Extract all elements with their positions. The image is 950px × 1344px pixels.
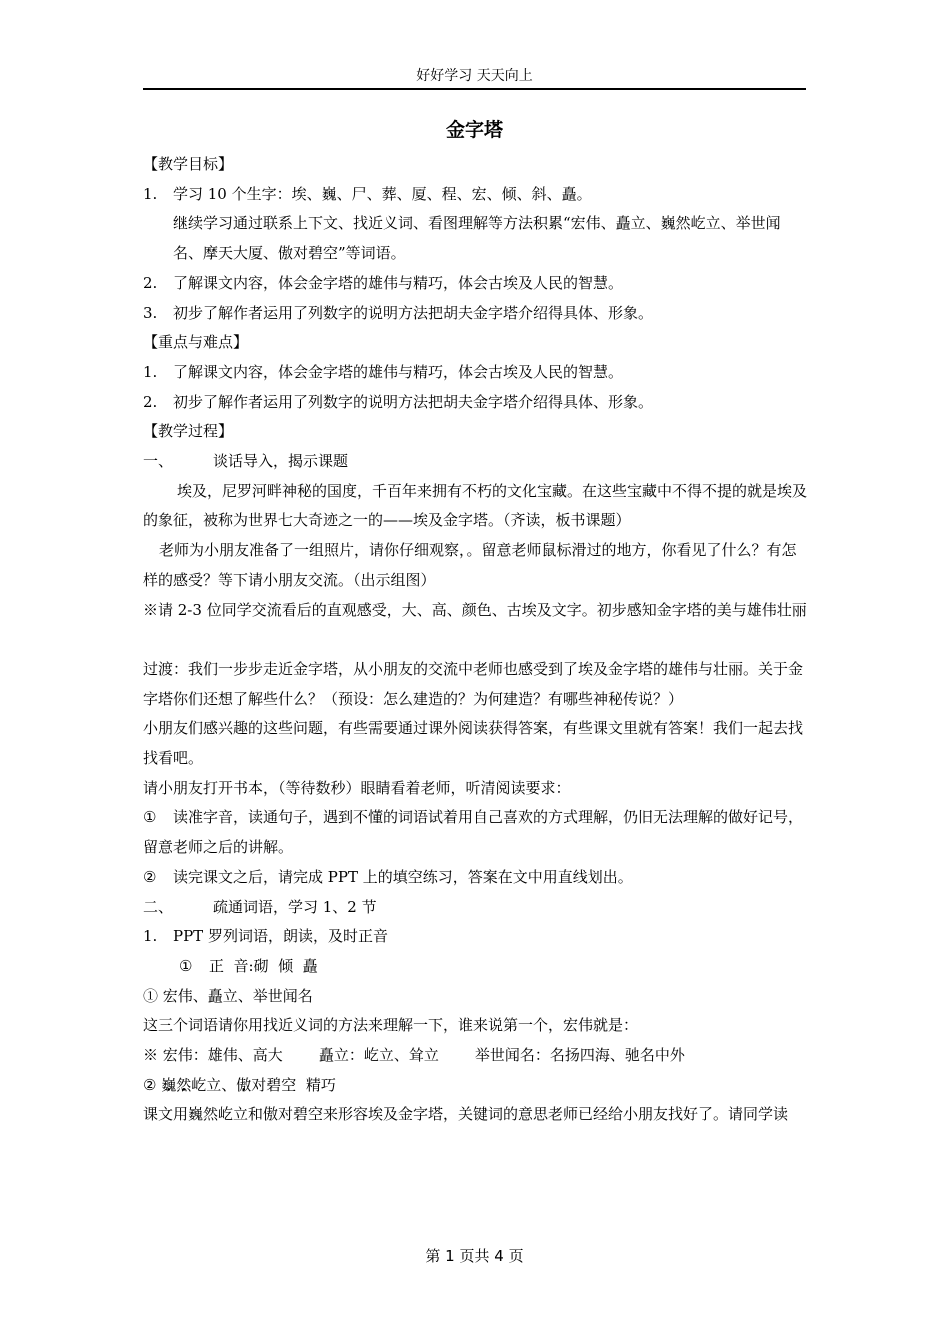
page-footer: 第 1 页共 4 页: [425, 1247, 524, 1265]
synonym-1: 宏伟：雄伟、高大: [162, 1046, 283, 1065]
goal-item-3: [143, 299, 808, 329]
list-text: 初步了解作者运用了列数字的说明方法把胡夫金字塔介绍得具体、形象。: [173, 392, 654, 411]
list-text: 读完课文之后，请完成 PPT 上的填空练习，答案在文中用直线划出。: [173, 867, 633, 886]
list-number: ①: [179, 956, 193, 975]
paragraph-key-words: 课文用巍然屹立和傲对碧空来形容埃及金字塔，关键词的意思老师已经给小朋友找好了。请同学读: [143, 1105, 789, 1124]
reading-requirement-2: [143, 863, 808, 893]
step-text: 谈话导入，揭示课题: [213, 452, 349, 471]
pronunciation-line: [143, 952, 808, 982]
step-number: 一、: [143, 452, 174, 471]
key-item-2: [143, 388, 808, 418]
synonym-3: 举世闻名：名扬四海、驰名中外: [474, 1046, 685, 1065]
step-2-heading: [143, 893, 808, 923]
list-text: 了解课文内容，体会金字塔的雄伟与精巧，体会古埃及人民的智慧。: [173, 273, 624, 292]
blank-line: [143, 625, 808, 655]
list-text: 正 音:砌 倾 矗: [209, 956, 318, 975]
section-heading-process: 【教学过程】: [143, 422, 234, 441]
paragraph-open-book: 请小朋友打开书本，（等待数秒）眼睛看着老师，听清阅读要求：: [143, 778, 571, 797]
list-text: 读准字音，读通句子，遇到不懂的词语试着用自己喜欢的方式理解，仍旧无法理解的做好记号，留意老师之后的讲解。: [143, 808, 804, 857]
list-number: 1.: [143, 184, 158, 203]
word-group-1: ① 宏伟、矗立、举世闻名: [143, 986, 313, 1005]
list-number: 1.: [143, 362, 158, 381]
emphasized-char: 然 •: [176, 1071, 191, 1101]
list-text: 学习 10 个生字：埃、巍、尸、葬、厦、程、宏、倾、斜、矗。: [173, 184, 592, 203]
emphasized-char: 巍 •: [161, 1071, 176, 1101]
goal-item-2: [143, 269, 808, 299]
step-1-heading: [143, 447, 808, 477]
paragraph-intro: 埃及，尼罗河畔神秘的国度，千百年来拥有不朽的文化宝藏。在这些宝藏中不得不提的就是埃及的象征，被称为世界七大奇迹之一的——埃及金字塔。（齐读，板书课题）: [143, 481, 808, 530]
goal-item-1-continuation: 继续学习通过联系上下文、找近义词、看图理解等方法积累“宏伟、矗立、巍然屹立、举世闻名、摩天大厦、傲对碧空”等词语。: [173, 214, 781, 263]
word-text: 对碧空 精巧: [251, 1075, 336, 1094]
word-text: 屹立、: [191, 1075, 237, 1094]
step-text: 疏通词语，学习 1、2 节: [213, 897, 377, 916]
goal-item-1: [143, 180, 808, 210]
paragraph-transition: 过渡：我们一步步走近金字塔，从小朋友的交流中老师也感受到了埃及金字塔的雄伟与壮丽。关于金字塔你们还想了解些什么？（预设：怎么建造的？为何建造？有哪些神秘传说？）: [143, 659, 804, 708]
word-group-2: [143, 1071, 808, 1101]
paragraph-questions: 小朋友们感兴趣的这些问题，有些需要通过课外阅读获得答案，有些课文里就有答案！我们一起去找找看吧。: [143, 719, 804, 768]
section-heading-goals: 【教学目标】: [143, 155, 234, 173]
page-header: 好好学习 天天向上: [416, 68, 533, 84]
list-text: 了解课文内容，体会金字塔的雄伟与精巧，体会古埃及人民的智慧。: [173, 362, 624, 381]
list-number: 2.: [143, 392, 158, 411]
list-number: ②: [143, 867, 157, 886]
document-body: [143, 150, 808, 1130]
list-text: 初步了解作者运用了列数字的说明方法把胡夫金字塔介绍得具体、形象。: [173, 303, 654, 322]
list-number: 3.: [143, 303, 158, 322]
key-item-1: [143, 358, 808, 388]
paragraph-note: ※请 2-3 位同学交流看后的直观感受，大、高、颜色、古埃及文字。初步感知金字塔的美与雄伟壮丽: [143, 600, 807, 619]
paragraph-photos: 老师为小朋友准备了一组照片，请你仔细观察，。留意老师鼠标滑过的地方，你看见了什么？有怎样的感受？等下请小朋友交流。（出示组图）: [143, 541, 797, 589]
step-number: 二、: [143, 897, 174, 916]
section-heading-key-points: 【重点与难点】: [143, 333, 249, 352]
list-number: 1.: [143, 927, 158, 946]
synonym-line: [143, 1041, 808, 1071]
list-number: 2.: [143, 273, 158, 292]
emphasized-char: 傲 •: [236, 1071, 251, 1101]
note-mark: ※: [143, 1046, 159, 1065]
header-rule: [143, 88, 806, 90]
synonym-2: 矗立：屹立、耸立: [318, 1046, 439, 1065]
paragraph-synonym-prompt: 这三个词语请你用找近义词的方法来理解一下，谁来说第一个，宏伟就是：: [143, 1016, 639, 1035]
list-number: ②: [143, 1075, 162, 1094]
reading-requirement-1: [143, 803, 808, 862]
sub-item-1: [143, 922, 808, 952]
list-number: ①: [143, 808, 157, 827]
document-title: 金字塔: [445, 119, 503, 141]
list-text: PPT 罗列词语，朗读，及时正音: [173, 927, 388, 946]
